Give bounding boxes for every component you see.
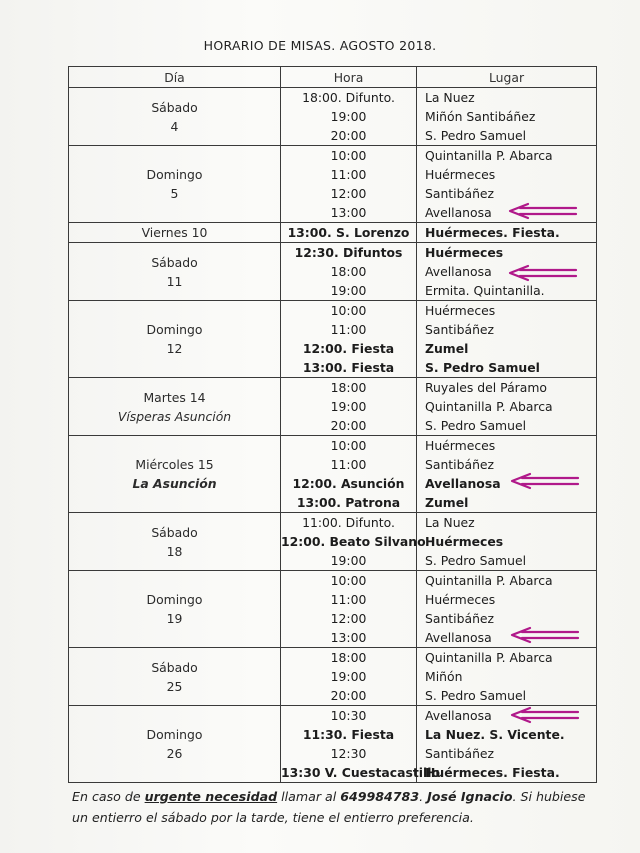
time-entry: 19:00 (330, 553, 367, 568)
place-entry: Zumel (425, 495, 469, 510)
place-entry: Huérmeces (425, 245, 504, 260)
place-entry: Quintanilla P. Abarca (425, 399, 553, 414)
time-entry: 13:00 (330, 205, 367, 220)
day-label: Sábado (151, 254, 198, 270)
place-cell (417, 648, 597, 706)
place-entry: S. Pedro Samuel (425, 418, 527, 433)
time-cell (281, 513, 426, 571)
header-lugar: Lugar (417, 67, 597, 88)
time-cell (281, 436, 417, 513)
time-cell (281, 378, 417, 436)
place-entry: S. Pedro Samuel (425, 360, 540, 375)
place-entry: S. Pedro Samuel (425, 688, 527, 703)
place-entry: Avellanosa (425, 630, 492, 645)
place-entry: Santibáñez (425, 322, 495, 337)
time-entry: 20:00 (330, 418, 367, 433)
time-entry: 12:00 (330, 611, 367, 626)
day-number: 5 (170, 186, 179, 201)
time-entry: 11:00 (330, 167, 367, 182)
place-entry: Huérmeces (425, 167, 496, 182)
time-entry: 12:30. Difuntos (294, 245, 403, 260)
time-cell (281, 301, 417, 378)
time-entry: 19:00 (330, 669, 367, 684)
time-entry: 20:00 (330, 128, 367, 143)
place-cell (417, 301, 597, 378)
day-cell (69, 88, 281, 146)
day-cell (69, 378, 281, 436)
time-entry: 19:00 (330, 109, 367, 124)
mass-schedule-table (68, 66, 597, 783)
place-entry: Huérmeces (425, 534, 504, 549)
left-arrow-icon (508, 627, 580, 643)
place-entry: La Nuez. S. Vicente. (425, 727, 565, 742)
table-row (69, 378, 597, 436)
time-cell (281, 648, 417, 706)
day-number: 26 (166, 746, 183, 761)
time-entry: 18:00 (330, 264, 367, 279)
place-entry: La Nuez (425, 90, 475, 105)
time-entry: 19:00 (330, 399, 367, 414)
day-cell (69, 436, 281, 513)
day-label: Sábado (151, 99, 198, 115)
day-cell (69, 571, 281, 648)
time-entry: 11:00 (330, 322, 367, 337)
table-row (69, 88, 597, 146)
day-cell (69, 146, 281, 223)
place-entry: La Nuez (425, 515, 475, 530)
place-entry: Quintanilla P. Abarca (425, 573, 553, 588)
time-entry: 10:00 (330, 438, 367, 453)
place-entry: Miñón (425, 669, 463, 684)
place-entry: Avellanosa (425, 205, 492, 220)
place-entry: Huérmeces (425, 303, 496, 318)
time-entry: 20:00 (330, 688, 367, 703)
day-label: Sábado (151, 659, 198, 675)
table-row (69, 513, 597, 571)
time-entry: 12:30 (330, 746, 367, 761)
day-label: Viernes 10 (141, 225, 208, 240)
day-feast: La Asunción (132, 476, 217, 491)
table-row (69, 223, 597, 243)
place-entry: Huérmeces (425, 592, 496, 607)
place-entry: S. Pedro Samuel (425, 128, 527, 143)
place-entry: Quintanilla P. Abarca (425, 148, 553, 163)
place-entry: Santibáñez (425, 457, 495, 472)
day-label: Miércoles 15 (135, 457, 214, 472)
page-title: HORARIO DE MISAS. AGOSTO 2018. (203, 38, 437, 53)
place-entry: Zumel (425, 341, 469, 356)
place-entry: Ermita. Quintanilla. (425, 283, 545, 298)
time-entry: 18:00. Difunto. (302, 90, 395, 105)
left-arrow-icon (506, 265, 578, 281)
place-entry: Huérmeces. Fiesta. (425, 225, 560, 240)
place-entry: Quintanilla P. Abarca (425, 650, 553, 665)
place-entry: Avellanosa (425, 708, 492, 723)
left-arrow-icon (508, 473, 580, 489)
day-cell (69, 301, 281, 378)
time-entry: 10:00 (330, 303, 367, 318)
footer-note (72, 786, 602, 828)
time-cell (281, 146, 417, 223)
header-hora: Hora (281, 67, 417, 88)
place-entry: S. Pedro Samuel (425, 553, 527, 568)
place-entry: Santibáñez (425, 746, 495, 761)
footer-text: llamar al (277, 789, 341, 804)
time-entry: 12:00. Beato Silvano (281, 534, 426, 549)
header-dia: Día (69, 67, 281, 88)
phone-number: 649984783 (340, 789, 420, 804)
time-entry: 11:00. Difunto. (302, 515, 395, 530)
day-label: Martes 14 (143, 389, 206, 405)
place-entry: Avellanosa (425, 264, 492, 279)
day-number: 4 (170, 118, 179, 134)
time-entry: 13:00 (330, 630, 367, 645)
day-label: Domingo (146, 322, 203, 337)
place-entry: Santibáñez (425, 611, 495, 626)
left-arrow-icon (508, 707, 580, 723)
time-entry: 13:30 V. Cuestacastillo (281, 765, 441, 780)
day-cell (69, 706, 281, 783)
time-entry: 18:00 (330, 380, 367, 395)
table-row (69, 301, 597, 378)
footer-text: . (419, 789, 428, 804)
time-entry: 19:00 (330, 283, 367, 298)
time-entry: 18:00 (330, 650, 367, 665)
day-number: 25 (166, 678, 183, 694)
table-row (69, 648, 597, 706)
time-entry: 13:00. Fiesta (302, 360, 395, 375)
day-number: 19 (166, 611, 183, 626)
day-number: 12 (166, 341, 183, 356)
time-entry: 11:00 (330, 592, 367, 607)
place-cell (417, 378, 597, 436)
urgent-phrase: urgente necesidad (144, 789, 278, 804)
place-entry: Avellanosa (425, 476, 501, 491)
place-entry: Huérmeces. Fiesta. (425, 765, 560, 780)
place-cell (417, 223, 597, 243)
day-cell (69, 223, 281, 243)
time-cell (281, 88, 417, 146)
day-cell (69, 243, 281, 301)
time-cell (281, 571, 417, 648)
day-cell (69, 648, 281, 706)
day-cell (69, 513, 281, 571)
time-entry: 13:00. S. Lorenzo (287, 225, 410, 240)
day-feast: Vísperas Asunción (117, 408, 232, 424)
time-cell (281, 706, 441, 783)
time-entry: 13:00. Patrona (296, 495, 401, 510)
footer-text: . Si hubiese un entierro el sábado por la tarde, tiene el entierro preferencia. (72, 789, 586, 825)
time-cell (281, 243, 417, 301)
footer-text: En caso de (72, 789, 145, 804)
day-label: Sábado (151, 524, 198, 540)
time-cell (281, 223, 417, 243)
place-entry: Ruyales del Páramo (425, 380, 548, 395)
day-label: Domingo (146, 592, 203, 607)
left-arrow-icon (506, 203, 578, 219)
time-entry: 12:00. Fiesta (302, 341, 395, 356)
table-header-row (69, 67, 597, 88)
day-number: 18 (166, 543, 183, 559)
time-entry: 12:00 (330, 186, 367, 201)
place-cell (417, 88, 597, 146)
time-entry: 11:00 (330, 457, 367, 472)
time-entry: 12:00. Asunción (292, 476, 405, 491)
time-entry: 10:30 (330, 708, 367, 723)
place-entry: Miñón Santibáñez (425, 109, 536, 124)
day-label: Domingo (146, 167, 203, 182)
day-number: 11 (166, 273, 183, 289)
time-entry: 10:00 (330, 573, 367, 588)
time-entry: 11:30. Fiesta (302, 727, 395, 742)
place-entry: Santibáñez (425, 186, 495, 201)
contact-name: José Ignacio (427, 789, 513, 804)
time-entry: 10:00 (330, 148, 367, 163)
place-cell (417, 513, 597, 571)
place-entry: Huérmeces (425, 438, 496, 453)
day-label: Domingo (146, 727, 203, 742)
